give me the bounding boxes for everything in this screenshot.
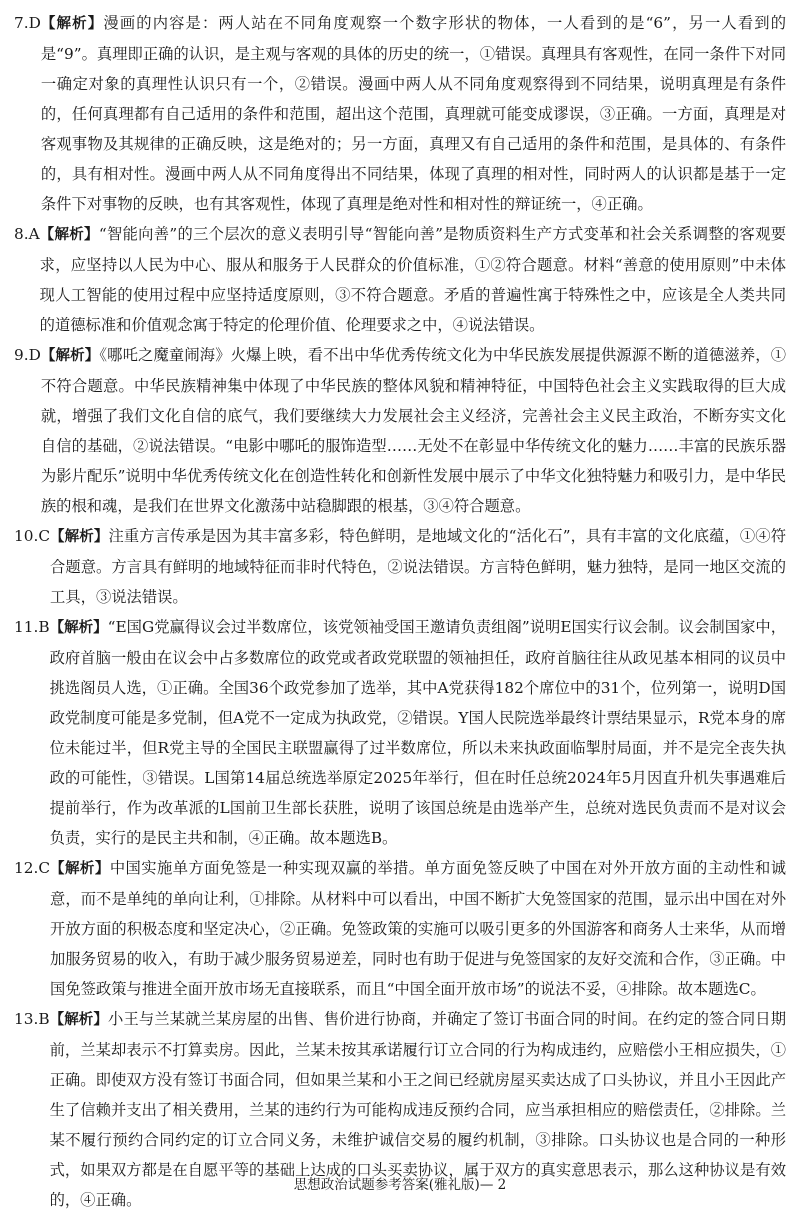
- answer-number: 10.C: [14, 527, 51, 545]
- answer-item-11: [14, 612, 786, 853]
- answer-key-page: [14, 8, 786, 1215]
- answer-number: 11.B: [14, 618, 50, 636]
- answer-number: 13.B: [14, 1010, 50, 1028]
- analysis-tag: 【解析】: [40, 348, 100, 364]
- answer-text: 《哪吒之魔童闹海》火爆上映，看不出中华优秀传统文化为中华民族发展提供源源不断的道德滋养，①不符合题意。中华民族精神集中体现了中华民族的整体风貌和精神特征，中国特色社会主义实践取得的巨大成就，增强了我们文化自信的底气，我们要继续大力发展社会主义经济，完善社会主义民主政治，不断夯实文化自信的基础，②说法错误。“电影中哪吒的服饰造型……无处不在彰显中华传统文化的魅力……丰富的民族乐器为影片配乐”说明中华优秀传统文化在创造性转化和创新性发展中展示了中华文化独特魅力和吸引力，是中华民族的根和魂，是我们在世界文化激荡中站稳脚跟的根基，③④符合题意。: [40, 346, 787, 515]
- analysis-tag: 【解析】: [50, 529, 109, 545]
- page-footer: 思想政治试题参考答案(雅礼版)— 2: [293, 1177, 507, 1193]
- analysis-tag: 【解析】: [49, 620, 108, 636]
- answer-item-8: [14, 219, 786, 340]
- answer-item-9: [14, 340, 786, 521]
- answer-number: 12.C: [14, 859, 51, 877]
- analysis-tag: 【解析】: [50, 861, 110, 877]
- answer-number: 7.D: [14, 14, 41, 32]
- answer-item-12: [14, 853, 786, 1004]
- answer-number: 8.A: [14, 225, 40, 243]
- analysis-tag: 【解析】: [39, 227, 99, 243]
- answer-text: 漫画的内容是：两人站在不同角度观察一个数字形状的物体，一人看到的是“6”，另一人看到的是“9”。真理即正确的认识，是主观与客观的具体的历史的统一，①错误。真理具有客观性，在同一条件下对同一确定对象的真理性认识只有一个，②错误。漫画中两人从不同角度观察得到不同结果，说明真理是有条件的，任何真理都有自己适用的条件和范围，超出这个范围，真理就可能变成谬误，③正确。一方面，真理是对客观事物及其规律的正确反映，这是绝对的；另一方面，真理又有自己适用的条件和范围，是具体的、有条件的，具有相对性。漫画中两人从不同角度得出不同结果，体现了真理的相对性，同时两人的认识都是基于一定条件下对事物的反映，也有其客观性，体现了真理是绝对性和相对性的辩证统一，④正确。: [40, 14, 786, 213]
- answer-text: 中国实施单方面免签是一种实现双赢的举措。单方面免签反映了中国在对外开放方面的主动性和诚意，而不是单纯的单向让利，①排除。从材料中可以看出，中国不断扩大免签国家的范围，显示出中国在对外开放方面的积极态度和坚定决心，②正确。免签政策的实施可以吸引更多的外国游客和商务人士来华，从而增加服务贸易的收入，有助于减少服务贸易逆差，同时也有助于促进与免签国家的友好交流和合作，③正确。中国免签政策与推进全面开放市场无直接联系，而且“中国全面开放市场”的说法不妥，④排除。故本题选C。: [50, 859, 786, 998]
- answer-body: [50, 521, 786, 612]
- answer-text: “E国G党赢得议会过半数席位，该党领袖受国王邀请负责组阁”说明E国实行议会制。议会制国家中，政府首脑一般由在议会中占多数席位的政党或者政党联盟的领袖担任，政府首脑往往从政见基本相同的议员中挑选阁员人选，①正确。全国36个政党参加了选举，其中A党获得182个席位中的31个，位列第一，说明D国政党制度可能是多党制，但A党不一定成为执政党，②错误。Y国人民院选举最终计票结果显示，R党本身的席位未能过半，但R党主导的全国民主联盟赢得了过半数席位，所以未来执政面临掣肘局面，并不是完全丧失执政的可能性，③错误。L国第14届总统选举原定2025年举行，但在时任总统2024年5月因直升机失事遇难后提前举行，作为改革派的L国前卫生部长获胜，说明了该国总统是由选举产生，总统对选民负责而不是对议会负责，实行的是民主共和制，④正确。故本题选B。: [49, 618, 786, 847]
- answer-text: 注重方言传承是因为其丰富多彩，特色鲜明，是地域文化的“活化石”，具有丰富的文化底蕴，①④符合题意。方言具有鲜明的地域特征而非时代特色，②说法错误。方言特色鲜明，魅力独特，是同一地区交流的工具，③说法错误。: [50, 527, 786, 606]
- answer-body: [41, 340, 786, 521]
- analysis-tag: 【解析】: [49, 1012, 109, 1028]
- answer-body: [41, 8, 786, 219]
- answer-body: [40, 219, 786, 340]
- answer-text: 小王与兰某就兰某房屋的出售、售价进行协商，并确定了签订书面合同的时间。在约定的签合同日期前，兰某却表示不打算卖房。因此，兰某未按其承诺履行订立合同的行为构成违约，应赔偿小王相应损失，①正确。即使双方没有签订书面合同，但如果兰某和小王之间已经就房屋买卖达成了口头协议，并且小王因此产生了信赖并支出了相关费用，兰某的违约行为可能构成违反预约合同，应当承担相应的赔偿责任，②排除。兰某不履行预约合同约定的订立合同义务，未维护诚信交易的履约机制，③排除。口头协议也是合同的一种形式，如果双方都是在自愿平等的基础上达成的口头买卖协议，属于双方的真实意思表示，那么这种协议是有效的，④正确。: [49, 1010, 787, 1209]
- answer-item-10: [14, 521, 786, 612]
- answer-item-7: [14, 8, 786, 219]
- answer-body: [50, 853, 786, 1004]
- answer-text: “智能向善”的三个层次的意义表明引导“智能向善”是物质资料生产方式变革和社会关系调整的客观要求，应坚持以人民为中心、服从和服务于人民群众的价值标准，①②符合题意。材料“善意的使用原则”中未体现人工智能的使用过程中应坚持适度原则，③不符合题意。矛盾的普遍性寓于特殊性之中，应该是全人类共同的道德标准和价值观念寓于特定的伦理价值、伦理要求之中，④说法错误。: [39, 225, 786, 334]
- answer-number: 9.D: [14, 346, 41, 364]
- analysis-tag: 【解析】: [40, 16, 104, 32]
- answer-body: [50, 612, 786, 853]
